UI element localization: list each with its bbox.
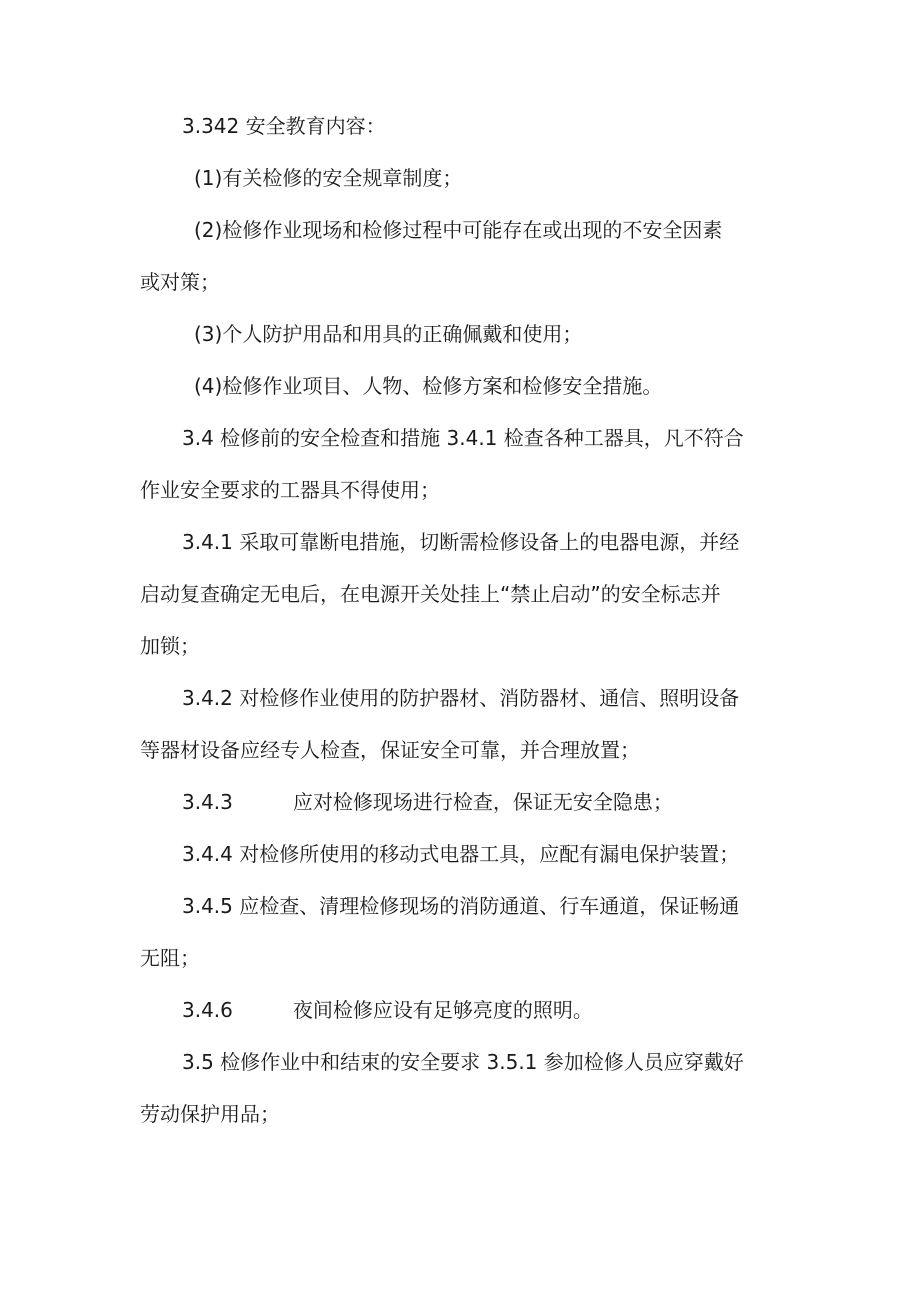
paragraph-line: 或对策； [140,270,220,294]
paragraph-3-4-1 [140,516,790,672]
paragraph-line: 3.4.5 应检查、清理检修现场的消防通道、行车通道，保证畅通 [182,894,740,918]
paragraph-line [140,776,790,828]
paragraph-3-4-5 [140,880,790,984]
paragraph-line: 3.342 安全教育内容： [182,114,386,138]
paragraph-line: (1)有关检修的安全规章制度； [194,166,463,190]
clause-text: 夜间检修应设有足够亮度的照明。 [292,998,593,1022]
paragraph-line: 加锁； [140,634,200,658]
paragraph-item-1 [140,152,790,204]
paragraph-3-4-3 [140,776,790,828]
paragraph-3-4-2 [140,672,790,776]
paragraph-3-342 [140,100,790,152]
clause-text: 应对检修现场进行检查，保证无安全隐患； [292,790,673,814]
paragraph-line: (4)检修作业项目、人物、检修方案和检修安全措施。 [194,374,663,398]
paragraph-line: 3.4 检修前的安全检查和措施 3.4.1 检查各种工器具，凡不符合 [182,426,744,450]
paragraph-line: 劳动保护用品； [140,1102,280,1126]
paragraph-3-4-4 [140,828,790,880]
paragraph-line [140,984,790,1036]
paragraph-line: 3.4.2 对检修作业使用的防护器材、消防器材、通信、照明设备 [182,686,740,710]
paragraph-line: 作业安全要求的工器具不得使用； [140,478,440,502]
paragraph-3-4-6 [140,984,790,1036]
paragraph-line: 无阻； [140,946,200,970]
paragraph-item-4 [140,360,790,412]
clause-number: 3.4.6 [182,998,233,1022]
clause-number: 3.4.3 [182,790,233,814]
paragraph-line: 3.5 检修作业中和结束的安全要求 3.5.1 参加检修人员应穿戴好 [182,1050,744,1074]
paragraph-line: (3)个人防护用品和用具的正确佩戴和使用； [194,322,583,346]
paragraph-3-4 [140,412,790,516]
paragraph-line: 等器材设备应经专人检查，保证安全可靠，并合理放置； [140,738,640,762]
paragraph-item-2 [140,204,790,308]
paragraph-line: 3.4.4 对检修所使用的移动式电器工具，应配有漏电保护装置； [182,842,740,866]
paragraph-line: (2)检修作业现场和检修过程中可能存在或出现的不安全因素 [194,218,723,242]
paragraph-3-5 [140,1036,790,1140]
paragraph-line: 3.4.1 采取可靠断电措施，切断需检修设备上的电器电源，并经 [182,530,740,554]
paragraph-line: 启动复查确定无电后，在电源开关处挂上“禁止启动”的安全标志并 [140,582,721,606]
paragraph-item-3 [140,308,790,360]
